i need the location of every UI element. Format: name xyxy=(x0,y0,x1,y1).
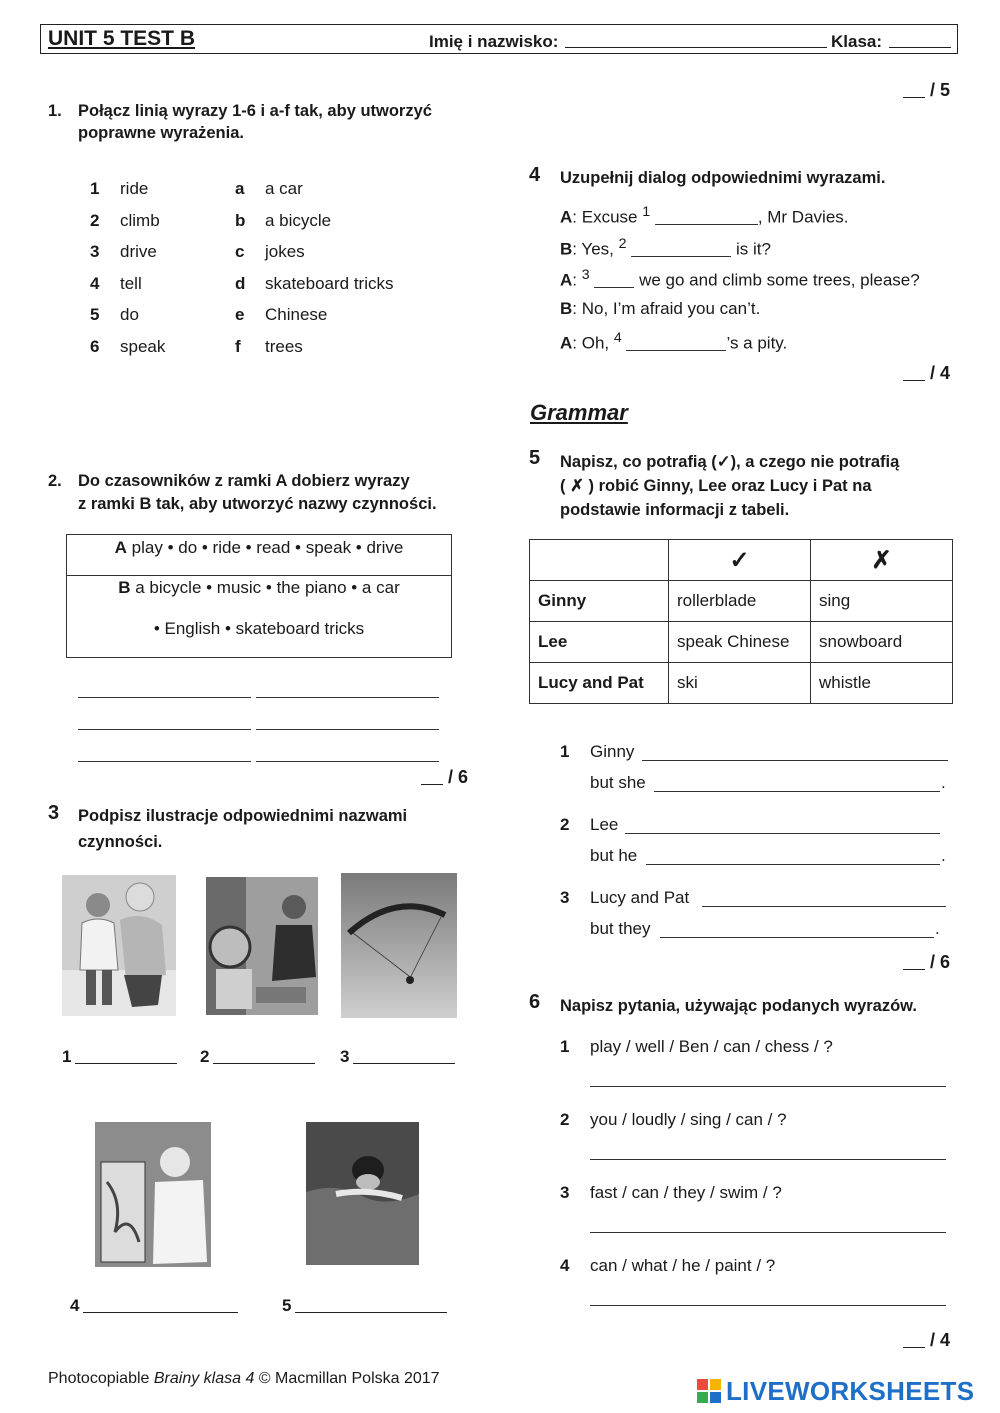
q5-score: / 6 xyxy=(903,952,950,973)
can-cell: rollerblade xyxy=(669,581,811,622)
dialog-line-2: B: Yes, $^2$ is it? xyxy=(560,236,771,259)
q6-item-words: fast / can / they / swim / ? xyxy=(590,1183,782,1202)
q6-item-number: 4 xyxy=(560,1256,570,1275)
period: . xyxy=(941,773,946,792)
can-cell: speak Chinese xyxy=(669,622,811,663)
q6-item-number: 2 xyxy=(560,1110,570,1129)
person-cell: Lucy and Pat xyxy=(530,663,669,704)
photo-answer-1[interactable] xyxy=(75,1063,177,1064)
q6-item-number: 1 xyxy=(560,1037,570,1056)
q2-answer-line[interactable] xyxy=(256,697,439,698)
q2-answer-line[interactable] xyxy=(78,761,251,762)
q5-answer-subject: Lucy and Pat xyxy=(590,888,690,907)
can-cell: ski xyxy=(669,663,811,704)
dialog-line-5: A: Oh, $^4$ ’s a pity. xyxy=(560,330,788,353)
q5-answer-line[interactable] xyxy=(646,864,940,865)
photo-label-5: 5 xyxy=(282,1296,447,1316)
dialog-blank-4[interactable] xyxy=(626,350,726,351)
dialog-line-1: A: Excuse $^1$ , Mr Davies. xyxy=(560,204,849,227)
q1-instruction-line2: poprawne wyrażenia. xyxy=(78,124,244,142)
can-header: ✓ xyxy=(669,540,811,581)
dialog-blank-3[interactable] xyxy=(594,287,634,288)
photo-painting xyxy=(95,1122,211,1267)
q5-instruction-line2: ( ✗ ) robić Ginny, Lee oraz Lucy i Pat na xyxy=(560,477,872,495)
q6-item-words: you / loudly / sing / can / ? xyxy=(590,1110,787,1129)
q2-answer-line[interactable] xyxy=(78,697,251,698)
word-box xyxy=(66,534,452,658)
cannot-header: ✗ xyxy=(811,540,953,581)
photo-label-1: 1 xyxy=(62,1047,177,1067)
q3-number: 3 xyxy=(48,802,60,824)
box-b-line1: B a bicycle • music • the piano • a car xyxy=(118,578,400,597)
q4-score: / 4 xyxy=(903,363,950,384)
q5-instruction-line3: podstawie informacji z tabeli. xyxy=(560,501,790,519)
q6-number: 6 xyxy=(529,991,541,1013)
q1-number: 1. xyxy=(48,102,62,120)
ability-table xyxy=(529,539,953,704)
q6-answer-line[interactable] xyxy=(590,1305,946,1306)
q6-item-words: can / what / he / paint / ? xyxy=(590,1256,776,1275)
class-field[interactable] xyxy=(889,47,951,48)
q6-answer-line[interactable] xyxy=(590,1232,946,1233)
q1-score: / 5 xyxy=(903,80,950,101)
q6-item-number: 3 xyxy=(560,1183,570,1202)
q5-answer-but: but he xyxy=(590,846,638,865)
q4-number: 4 xyxy=(529,164,541,186)
photo-answer-2[interactable] xyxy=(213,1063,315,1064)
q5-answer-line[interactable] xyxy=(660,937,934,938)
header-bar xyxy=(40,24,958,54)
liveworksheets-logo-icon xyxy=(697,1376,723,1408)
q5-answer-line[interactable] xyxy=(625,833,940,834)
liveworksheets-logo-text[interactable]: LIVEWORKSHEETS xyxy=(726,1376,975,1406)
q3-instruction-line1: Podpisz ilustracje odpowiednimi nazwami xyxy=(78,807,408,825)
q2-answer-line[interactable] xyxy=(256,729,439,730)
q2-number: 2. xyxy=(48,472,62,490)
q6-score: / 4 xyxy=(903,1330,950,1351)
photo-label-2: 2 xyxy=(200,1047,315,1067)
dialog-line-4: B: No, I’m afraid you can’t. xyxy=(560,299,761,318)
person-cell: Lee xyxy=(530,622,669,663)
photo-paragliding xyxy=(341,873,457,1018)
q5-answer-number: 3 xyxy=(560,888,570,907)
photo-label-4: 4 xyxy=(70,1296,238,1316)
photo-swimming xyxy=(306,1122,419,1265)
name-label: Imię i nazwisko: xyxy=(429,32,559,51)
q5-answer-number: 2 xyxy=(560,815,570,834)
person-cell: Ginny xyxy=(530,581,669,622)
period: . xyxy=(935,919,940,938)
q2-instruction-line1: Do czasowników z ramki A dobierz wyrazy xyxy=(78,472,410,490)
q5-answer-but: but she xyxy=(590,773,646,792)
photo-answer-5[interactable] xyxy=(295,1312,447,1313)
name-field[interactable] xyxy=(565,47,827,48)
table-row xyxy=(530,581,953,622)
q5-instruction-line1: Napisz, co potrafią (✓), a czego nie potrafią xyxy=(560,453,900,471)
photo-label-3: 3 xyxy=(340,1047,455,1067)
q5-answer-line[interactable] xyxy=(702,906,946,907)
box-b-line2: • English • skateboard tricks xyxy=(153,619,365,638)
table-row xyxy=(530,622,953,663)
q5-answer-number: 1 xyxy=(560,742,570,761)
dialog-blank-1[interactable] xyxy=(655,224,758,225)
photo-cooking xyxy=(206,877,318,1015)
q5-answer-line[interactable] xyxy=(654,791,940,792)
q5-answer-line[interactable] xyxy=(642,760,948,761)
grammar-heading: Grammar xyxy=(530,400,628,425)
q2-answer-line[interactable] xyxy=(78,729,251,730)
footer-copyright: Photocopiable Brainy klasa 4 © Macmillan Polska 2017 xyxy=(48,1370,440,1387)
box-a: A play • do • ride • read • speak • drive xyxy=(67,535,451,576)
cannot-cell: whistle xyxy=(811,663,953,704)
photo-answer-3[interactable] xyxy=(353,1063,455,1064)
table-row xyxy=(530,663,953,704)
q6-answer-line[interactable] xyxy=(590,1159,946,1160)
q5-answer-subject: Lee xyxy=(590,815,619,834)
q2-score: / 6 xyxy=(421,767,468,788)
q2-answer-line[interactable] xyxy=(256,761,439,762)
q5-number: 5 xyxy=(529,447,541,469)
q5-answer-but: but they xyxy=(590,919,651,938)
table-header-row xyxy=(530,540,953,581)
q3-instruction-line2: czynności. xyxy=(78,833,163,851)
table-corner xyxy=(530,540,669,581)
test-title: UNIT 5 TEST B xyxy=(48,27,196,50)
period: . xyxy=(941,846,946,865)
class-label: Klasa: xyxy=(831,32,883,51)
cannot-cell: sing xyxy=(811,581,953,622)
cannot-cell: snowboard xyxy=(811,622,953,663)
q6-answer-line[interactable] xyxy=(590,1086,946,1087)
q6-item-words: play / well / Ben / can / chess / ? xyxy=(590,1037,833,1056)
photo-ice-skating xyxy=(62,875,176,1016)
q4-instruction: Uzupełnij dialog odpowiednimi wyrazami. xyxy=(560,169,886,187)
q1-instruction-line1: Połącz linią wyrazy 1-6 i a-f tak, aby utworzyć xyxy=(78,102,432,120)
q2-instruction-line2: z ramki B tak, aby utworzyć nazwy czynności. xyxy=(78,495,437,513)
dialog-blank-2[interactable] xyxy=(631,256,731,257)
photo-answer-4[interactable] xyxy=(83,1312,238,1313)
dialog-line-3: A: $^3$ we go and climb some trees, please? xyxy=(560,267,920,290)
q5-answer-subject: Ginny xyxy=(590,742,635,761)
q6-instruction: Napisz pytania, używając podanych wyrazów. xyxy=(560,997,917,1015)
